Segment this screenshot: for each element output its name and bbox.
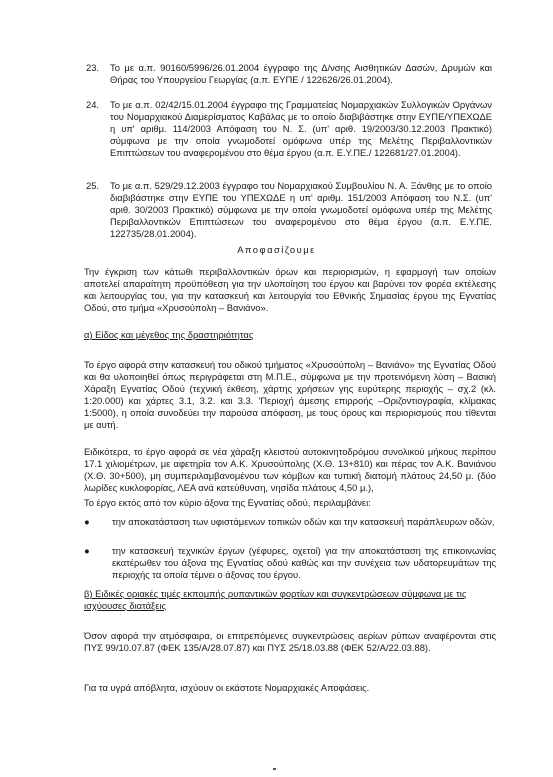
intro-paragraph: Την έγκριση των κάτωθι περιβαλλοντικών όρων και περιορισμών, η εφαρμογή των οποίων αποτελεί απαραίτητη προϋπόθεση για την υλοποίηση του έργου και βαρύνει τον φορέα εκτέλεσης και λειτουργίας του, για την κατασκευή και λειτουργία του Εθνικής Σημασίας έργου της Εγνατίας Οδού, στο τμήμα «Χρυσούπολη – Βανιάνο». <box>84 266 496 313</box>
section-a-title: α) Είδος και μέγεθος της δραστηριότητας <box>84 329 254 340</box>
bullet-dot-icon: ● <box>84 516 90 527</box>
section-b-title: β) Ειδικές οριακές τιμές εκπομπής ρυπαντικών φορτίων και συγκεντρώσεων σύμφωνα με τις ισχύουσες διατάξεις <box>84 588 467 611</box>
scan-mark <box>273 768 276 770</box>
decision-heading: Αποφασίζουμε <box>237 244 316 255</box>
item-number: 23. <box>86 62 100 73</box>
section-a-paragraph-2: Ειδικότερα, το έργο αφορά σε νέα χάραξη κλειστού αυτοκινητοδρόμου συνολικού μήκους περίπου 17.1 χιλιομέτρων, με αφετηρία τον Α.Κ. Χρυσούπολης (Χ.Θ. 13+810) και πέρας τον Α.Κ. Βανιάνου (Χ.Θ. 30+500), μη συμπεριλαμβανομένου των κόμβων και τυπική διατομή πλάτους 24,50 μ. (δύο λωρίδες κυκλοφορίας, ΛΕΑ ανά κατεύθυνση, νησίδα πλάτους 4,50 μ.), <box>84 446 496 493</box>
bullet-text: την αποκατάσταση των υφιστάμενων τοπικών οδών και την κατασκευή παράπλευρων οδών, <box>112 516 495 527</box>
item-text: Το με α.π. 529/29.12.2003 έγγραφο του Νομαρχιακού Συμβουλίου Ν. Α. Ξάνθης με το οποίο διαβιβάστηκε στην ΕΥΠΕ του ΥΠΕΧΩΔΕ η υπ' αριθμ. 151/2003 Απόφαση του Ν.Σ. (υπ' αριθ. 30/2003 Πρακτικό) σύμφωνα με την οποία γνωμοδοτεί ομόφωνα υπέρ της Μελέτης Περιβαλλοντικών Επιπτώσεων του αναφερομένου στο θέμα έργου (α.π. Ε.Υ.ΠΕ. 122735/28.01.2004). <box>110 180 492 239</box>
list-item-25 <box>86 180 492 240</box>
bullet-item <box>84 545 496 581</box>
item-text: Το με α.π. 02/42/15.01.2004 έγγραφο της Γραμματείας Νομαρχιακών Συλλογικών Οργάνων του Νομαρχιακού Διαμερίσματος Καβάλας με το οποίο διαβιβάστηκε στην ΕΥΠΕ/ΥΠΕΧΩΔΕ η υπ' αριθμ. 114/2003 Απόφαση του Ν. Σ. (υπ' αριθ. 19/2003/30.12.2003 Πρακτικό) σύμφωνα με την οποία γνωμοδοτεί ομόφωνα υπέρ της Μελέτης Περιβαλλοντικών Επιπτώσεων του αναφερομένου στο θέμα έργου (α.π. Ε.Υ.ΠΕ./ 122681/27.01.2004). <box>110 99 492 158</box>
item-number: 25. <box>86 180 100 191</box>
section-b-paragraph-1: Όσον αφορά την ατμόσφαιρα, οι επιτρεπόμενες συγκεντρώσεις αερίων ρύπων αναφέρονται στις ΠΥΣ 99/10.07.87 (ΦΕΚ 135/Α/28.07.87) και ΠΥΣ 25/18.03.88 (ΦΕΚ 52/Α/22.03.88). <box>84 630 496 653</box>
section-a-paragraph-1: Το έργο αφορά στην κατασκευή του οδικού τμήματος «Χρυσούπολη – Βανιάνο» της Εγνατίας Οδού και θα υλοποιηθεί όπως περιγράφεται στη Μ.Π.Ε., σύμφωνα με την προτεινόμενη λύση – Βασική Χάραξη Εγνατίας Οδού (τεχνική έκθεση, χάρτης χρήσεων γης ευρύτερης περιοχής – σχ.2 (κλ. 1:20.000) και χάρτες 3.1, 3.2. και 3.3. 'Περιοχή άμεσης επιρροής –Οριζοντιογραφία, κλίμακας 1:5000), η οποία συνοδεύει την παρούσα απόφαση, με τους όρους και περιορισμούς που τίθενται με αυτή. <box>84 359 496 430</box>
section-b-paragraph-2: Για τα υγρά απόβλητα, ισχύουν οι εκάστοτε Νομαρχιακές Αποφάσεις. <box>84 682 370 693</box>
bullet-text: την κατασκευή τεχνικών έργων (γέφυρες, οχετοί) για την αποκατάσταση της επικοινωνίας εκατέρωθεν του άξονα της Εγνατίας οδού καθώς και την συνέχεια των υδατορευμάτων της περιοχής τα οποία τέμνει ο άξονας του έργου. <box>112 545 496 580</box>
bullet-item <box>84 516 496 528</box>
list-item-24 <box>86 99 492 159</box>
section-a-paragraph-3: Το έργο εκτός από τον κύριο άξονα της Εγνατίας οδού, περιλαμβάνει: <box>84 497 371 508</box>
bullet-dot-icon: ● <box>84 545 90 556</box>
item-text: Το με α.π. 90160/5996/26.01.2004 έγγραφο της Δ/νσης Αισθητικών Δασών, Δρυμών και Θήρας του Υπουργείου Γεωργίας (α.π. ΕΥΠΕ / 122626/26.01.2004). <box>110 62 492 85</box>
list-item-23 <box>86 62 492 86</box>
item-number: 24. <box>86 99 100 110</box>
